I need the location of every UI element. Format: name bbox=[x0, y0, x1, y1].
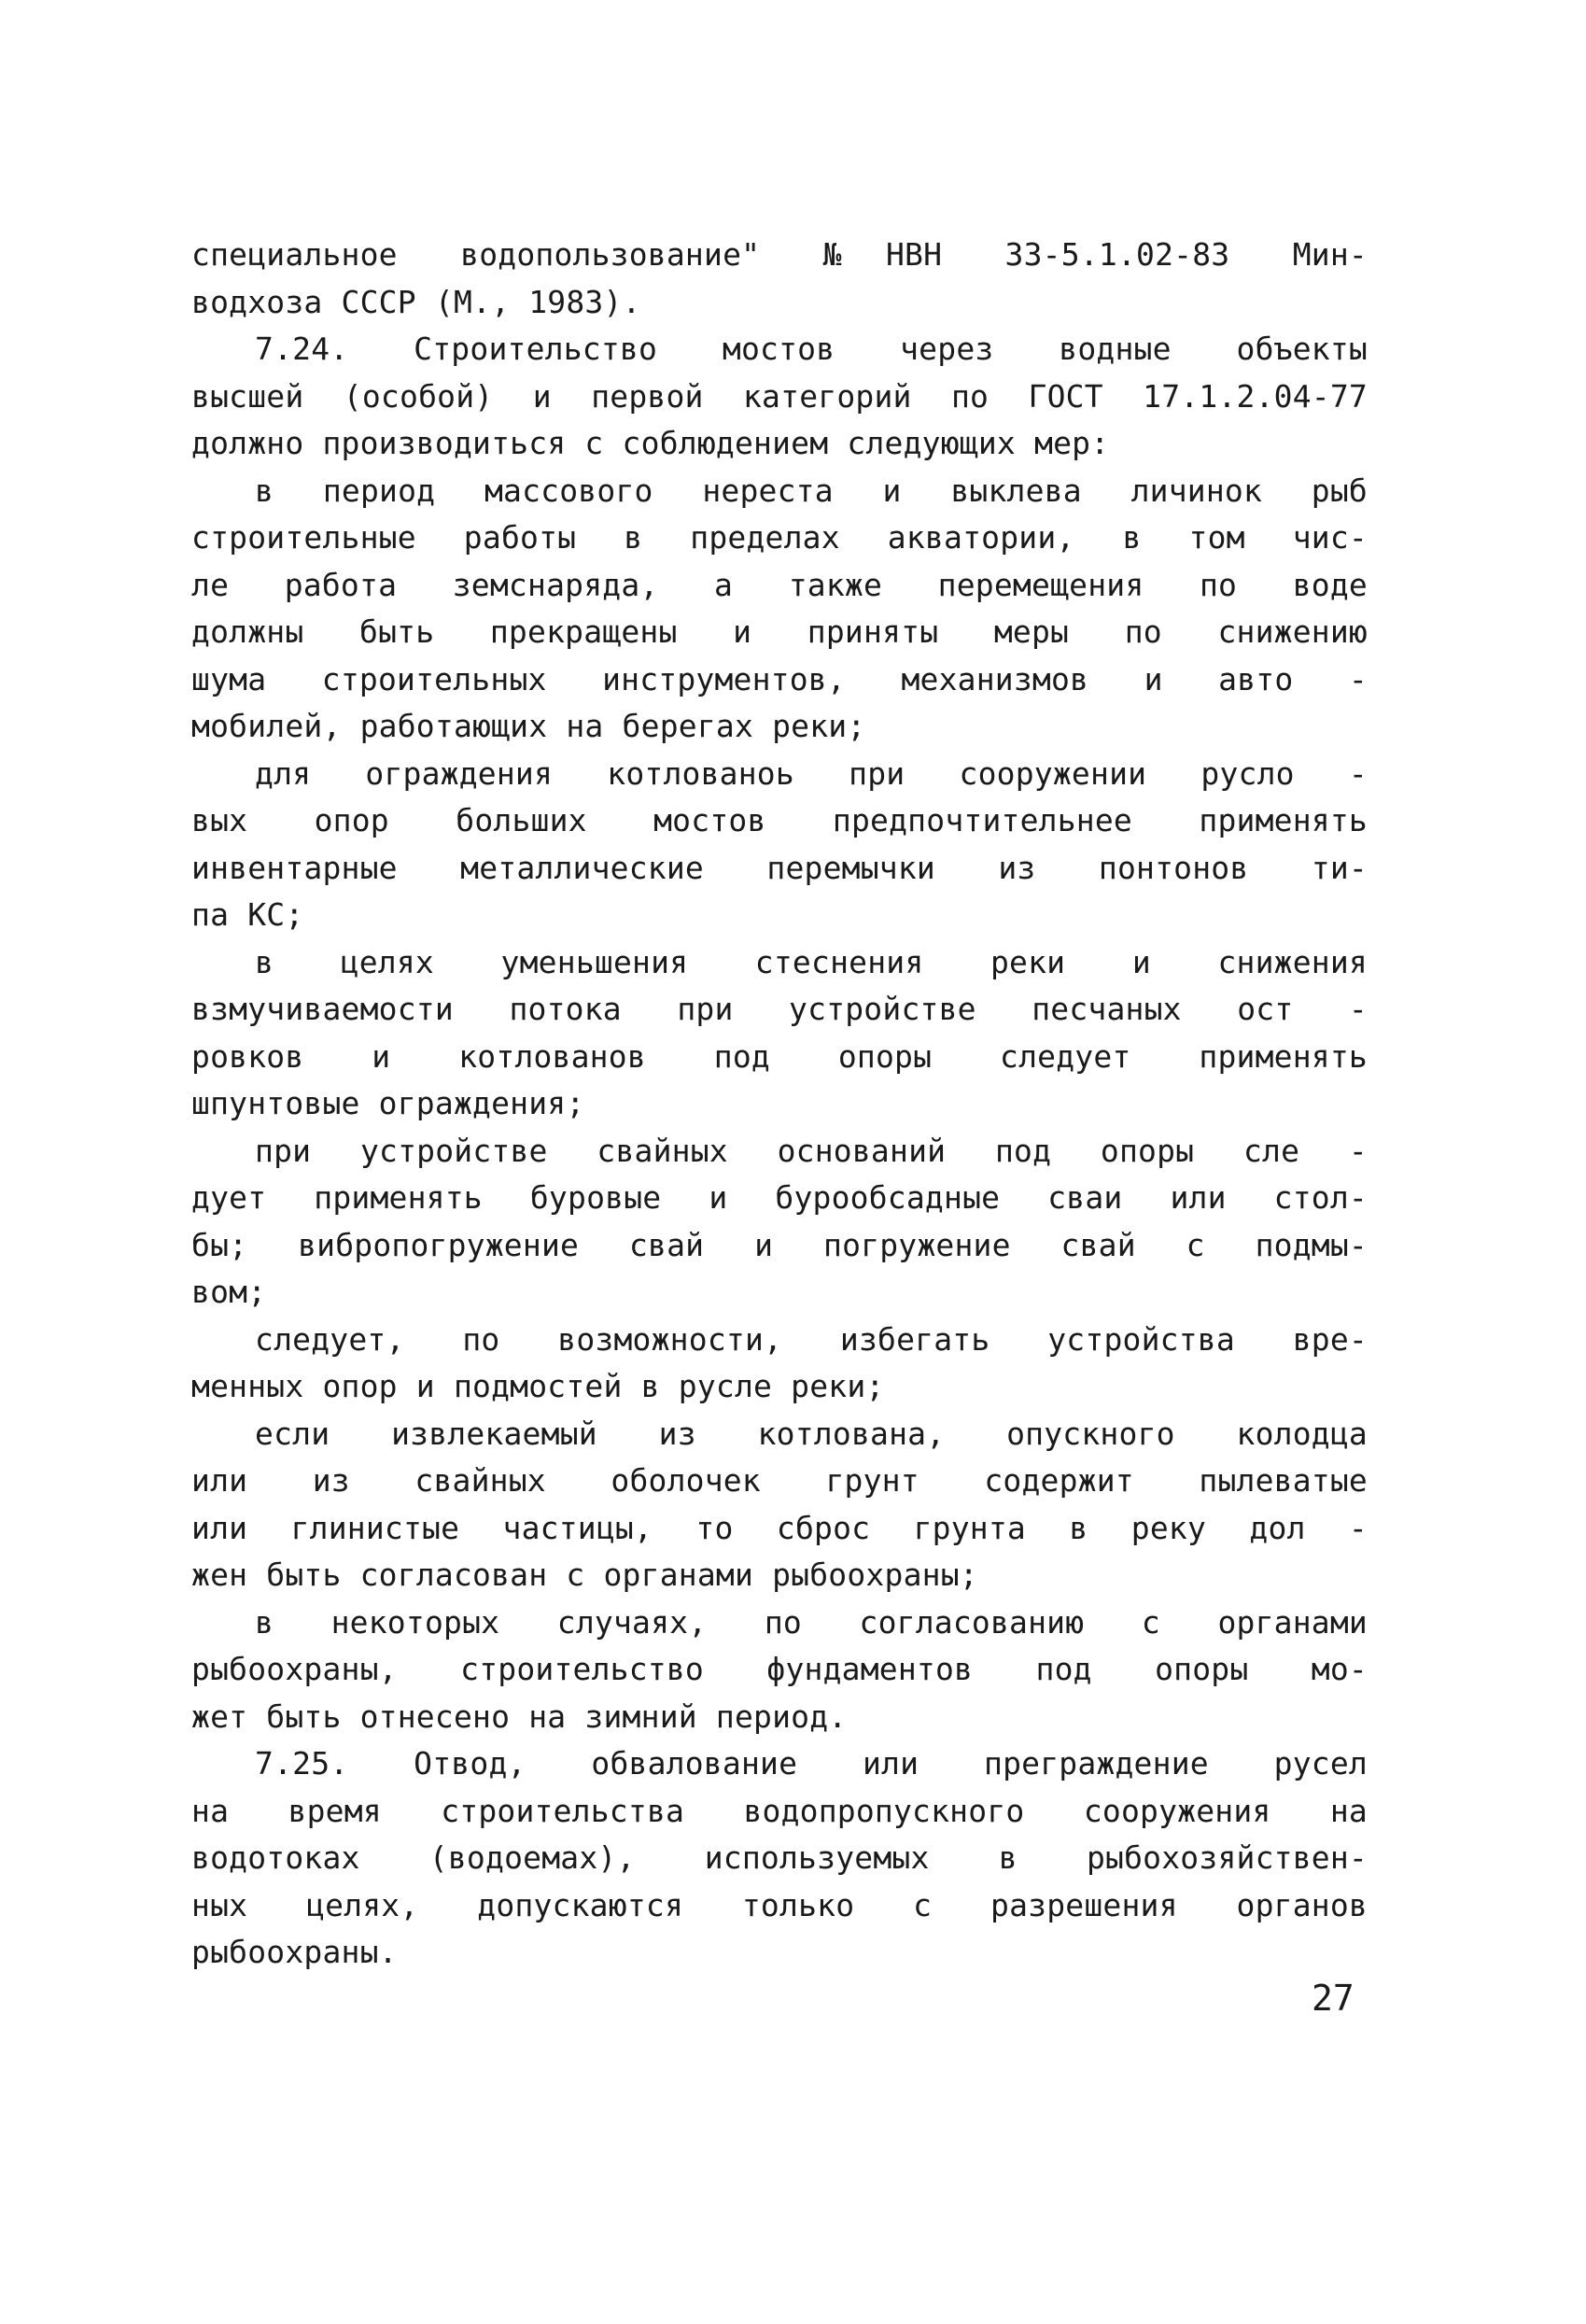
text-line: при устройстве свайных оснований под опоры сле - bbox=[255, 1132, 1368, 1169]
text-line: водхоза СССР (М., 1983). bbox=[191, 283, 641, 320]
document-body-text bbox=[191, 232, 1368, 1977]
text-line: для ограждения котлованоь при сооружении русло - bbox=[255, 754, 1368, 792]
text-line: 7.25. Отвод, обвалование или преграждение русел bbox=[255, 1745, 1368, 1782]
text-line: водотоках (водоемах), используемых в рыбохозяйствен- bbox=[191, 1839, 1368, 1876]
text-line: шума строительных инструментов, механизмов и авто - bbox=[191, 660, 1368, 697]
text-line: строительные работы в пределах акватории, в том чис- bbox=[191, 519, 1368, 556]
text-line: или из свайных оболочек грунт содержит пылеватые bbox=[191, 1462, 1368, 1499]
text-line: 7.24. Строительство мостов через водные объекты bbox=[255, 331, 1368, 367]
text-line: шпунтовые ограждения; bbox=[191, 1085, 585, 1121]
text-line: ле работа земснаряда, а также перемещения по воде bbox=[191, 566, 1368, 603]
text-line: высшей (особой) и первой категорий по ГОСТ 17.1.2.04-77 bbox=[191, 377, 1368, 415]
text-line: вом; bbox=[191, 1274, 267, 1310]
text-line: вых опор больших мостов предпочтительнее применять bbox=[191, 802, 1368, 838]
text-line: должны быть прекращены и приняты меры по снижению bbox=[191, 613, 1368, 650]
text-line: в целях уменьшения стеснения реки и снижения bbox=[255, 943, 1368, 980]
text-line: па КС; bbox=[191, 896, 304, 933]
text-line: ных целях, допускаются только с разрешения органов bbox=[191, 1886, 1368, 1923]
text-line: если извлекаемый из котлована, опускного колодца bbox=[255, 1415, 1368, 1452]
text-line: или глинистые частицы, то сброс грунта в реку дол - bbox=[191, 1509, 1368, 1546]
text-line: в период массового нереста и выклева личинок рыб bbox=[255, 472, 1368, 509]
text-line: жет быть отнесено на зимний период. bbox=[191, 1697, 848, 1735]
text-line: должно производиться с соблюдением следующих мер: bbox=[191, 425, 1110, 461]
text-line: менных опор и подмостей в русле реки; bbox=[191, 1368, 885, 1404]
text-line: на время строительства водопропускного сооружения на bbox=[191, 1792, 1368, 1829]
text-line: взмучиваемости потока при устройстве песчаных ост - bbox=[191, 991, 1368, 1027]
text-line: рыбоохраны. bbox=[191, 1934, 398, 1970]
text-line: мобилей, работающих на берегах реки; bbox=[191, 708, 866, 744]
text-line: специальное водопользование" №НВН 33-5.1.02-83 Мин- bbox=[191, 236, 1368, 273]
text-line: инвентарные металлические перемычки из понтонов ти- bbox=[191, 849, 1368, 886]
text-line: рыбоохраны, строительство фундаментов под опоры мо- bbox=[191, 1651, 1368, 1687]
text-line: ровков и котлованов под опоры следует применять bbox=[191, 1037, 1368, 1075]
page-number: 27 bbox=[1312, 1978, 1354, 2019]
text-line: дует применять буровые и бурообсадные сваи или стол- bbox=[191, 1179, 1368, 1216]
text-line: следует, по возможности, избегать устройства вре- bbox=[255, 1320, 1368, 1358]
text-line: бы; вибропогружение свай и погружение свай с подмы- bbox=[191, 1226, 1368, 1263]
text-line: в некоторых случаях, по согласованию с органами bbox=[255, 1603, 1368, 1641]
text-line: жен быть согласован с органами рыбоохраны; bbox=[191, 1556, 978, 1593]
